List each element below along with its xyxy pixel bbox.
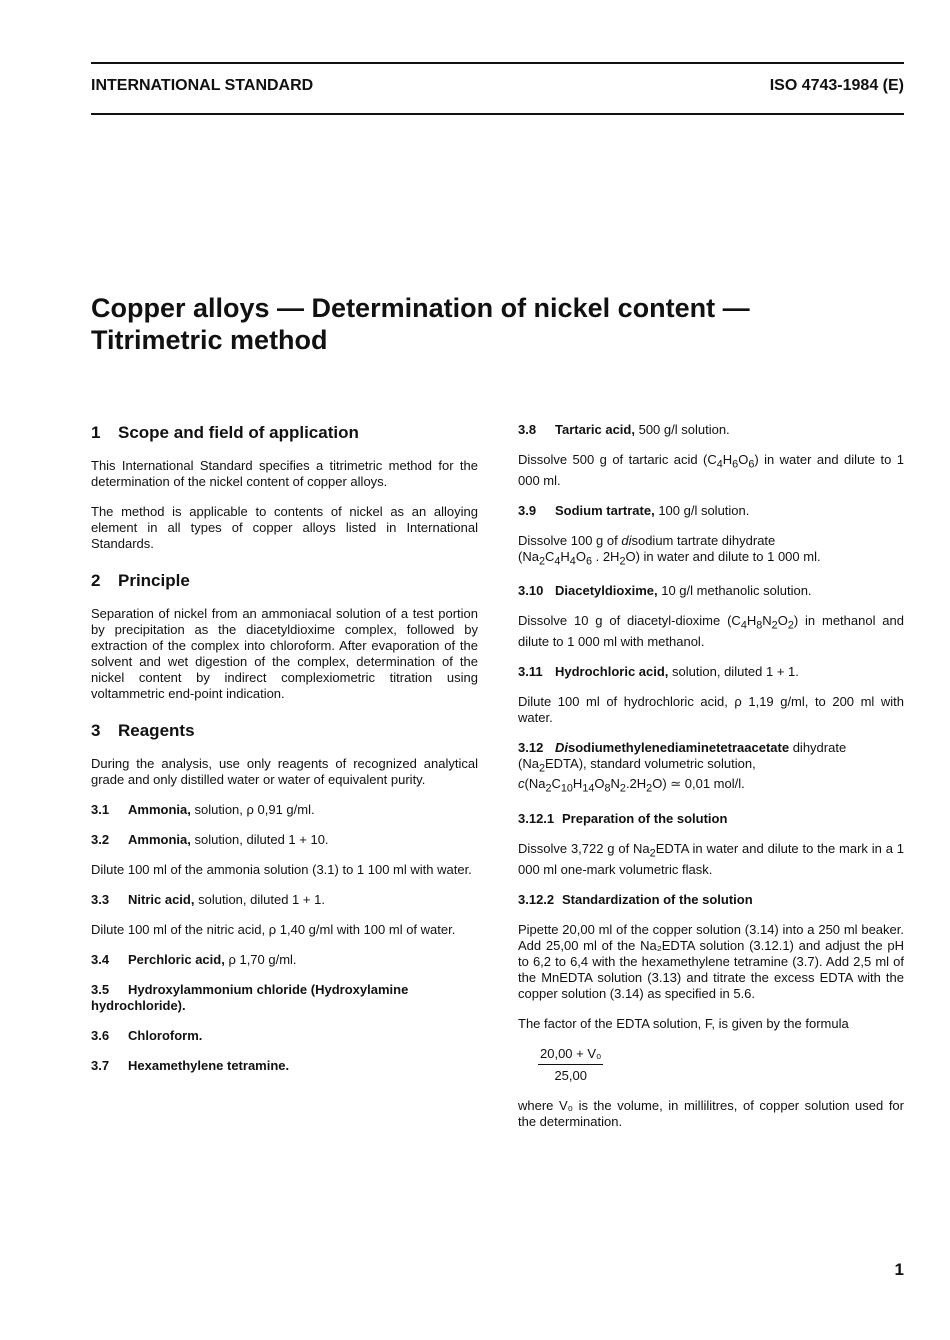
reagent-3-2-text: Dilute 100 ml of the ammonia solution (3.1) to 1 100 ml with water. <box>91 862 472 877</box>
header-rule-top <box>91 62 904 64</box>
header-left: INTERNATIONAL STANDARD <box>91 77 314 94</box>
document-title <box>91 292 871 356</box>
page-number: 1 <box>894 1260 904 1279</box>
title-line-1: Copper alloys — Determination of nickel content — <box>91 293 750 323</box>
reagent-3-9-text: Dissolve 100 g of disodium tartrate dihydrate ($Na_2C_4H_4O_6$ . $2H_2O$) in water and dilute to 1 000 ml. <box>518 532 821 568</box>
reagent-3-11-text: Dilute 100 ml of hydrochloric acid, ρ 1,19 g/ml, to 200 ml with water. <box>518 693 904 725</box>
left-column <box>91 422 478 1088</box>
reagent-3-3-text: Dilute 100 ml of the nitric acid, ρ 1,40 g/ml with 100 ml of water. <box>91 922 456 937</box>
header-rule-bottom <box>91 113 904 115</box>
reagent-3-8-text: Dissolve 500 g of tartaric acid $(C_4H_6O_6)$ in water and dilute to 1 000 ml. <box>518 452 904 488</box>
reagent-3-11: 3.11 Hydrochloric acid, solution, diluted 1 + 1. <box>518 663 799 679</box>
reagent-3-10: 3.10 Diacetyldioxime, 10 g/l methanolic solution. <box>518 583 812 599</box>
reagent-3-12: 3.12 Disodiumethylenediaminetetraacetate dihydrate $(Na_2EDTA)$, standard volumetric solution, $c(Na_2C_{10}H_{14}O_8N_2.2H_2O)$ ≃ 0,01 mol/l. <box>518 739 847 795</box>
formula-denominator: 25,00 <box>554 1067 587 1083</box>
reagent-3-4: 3.4 Perchloric acid, ρ 1,70 g/ml. <box>91 952 297 967</box>
subsection-3-12-2-text: Pipette 20,00 ml of the copper solution (3.14) into a 250 ml beaker. Add 25,00 ml of the Na₂EDTA solution (3.12.1) and adjust the pH to 6,2 to 6,4 with the hexamethylene tetramine (3.7). Add 2,5 ml of the MnEDTA solution (3.13) and titrate the excess EDTA with the copper solution (3.14) as specified in 5.6. <box>518 921 904 1001</box>
reagent-3-10-text: Dissolve 10 g of diacetyl-dioxime $(C_4H_8N_2O_2)$ in methanol and dilute to 1 000 ml with methanol. <box>518 613 904 649</box>
section-3-heading: 3 Reagents <box>91 721 195 740</box>
reagent-3-7: 3.7 Hexamethylene tetramine. <box>91 1058 290 1073</box>
title-line-2: Titrimetric method <box>91 325 328 355</box>
reagent-3-5: 3.5 Hydroxylammonium chloride (Hydroxylamine hydrochloride). <box>91 982 409 1013</box>
subsection-3-12-2: 3.12.2 Standardization of the solution <box>518 891 753 907</box>
formula-numerator: 20,00 + V₀ <box>538 1046 603 1065</box>
reagent-3-8: 3.8 Tartaric acid, 500 g/l solution. <box>518 422 730 437</box>
section-2-paragraph: Separation of nickel from an ammoniacal solution of a test portion by precipitation as the diacetyldioxime complex, followed by extraction of the complex into chloroform. After evaporation of the solvent and wet digestion of the complex, determination of the nickel content by indirect complexiometric titration using voltammetric end-point indication. <box>91 606 478 701</box>
reagent-3-6: 3.6 Chloroform. <box>91 1028 203 1043</box>
section-2-heading: 2 Principle <box>91 571 190 590</box>
reagent-3-9: 3.9 Sodium tartrate, 100 g/l solution. <box>518 502 750 518</box>
section-1-paragraph-1: This International Standard specifies a titrimetric method for the determination of the nickel content of copper alloys. <box>91 458 478 489</box>
header-right: ISO 4743-1984 (E) <box>769 77 904 94</box>
section-3-paragraph: During the analysis, use only reagents of recognized analytical grade and only distilled water or water of equivalent purity. <box>91 756 478 787</box>
reagent-3-1: 3.1 Ammonia, solution, ρ 0,91 g/ml. <box>91 802 315 817</box>
subsection-3-12-1-text: Dissolve 3,722 g of $Na_2EDTA$ in water and dilute to the mark in a 1 000 ml one-mark volumetric flask. <box>518 840 904 877</box>
reagent-3-3: 3.3 Nitric acid, solution, diluted 1 + 1. <box>91 892 325 907</box>
section-1-paragraph-2: The method is applicable to contents of nickel as an alloying element in all types of copper alloys listed in International Standards. <box>91 504 478 551</box>
reagent-3-2: 3.2 Ammonia, solution, diluted 1 + 10. <box>91 832 329 847</box>
subsection-3-12-1: 3.12.1 Preparation of the solution <box>518 810 728 826</box>
section-1-heading: 1 Scope and field of application <box>91 423 359 442</box>
formula-explanation: where V₀ is the volume, in millilitres, of copper solution used for the determination. <box>518 1097 904 1129</box>
factor-text: The factor of the EDTA solution, F, is given by the formula <box>518 1015 849 1031</box>
factor-formula <box>538 1046 603 1084</box>
right-column <box>518 422 904 1144</box>
